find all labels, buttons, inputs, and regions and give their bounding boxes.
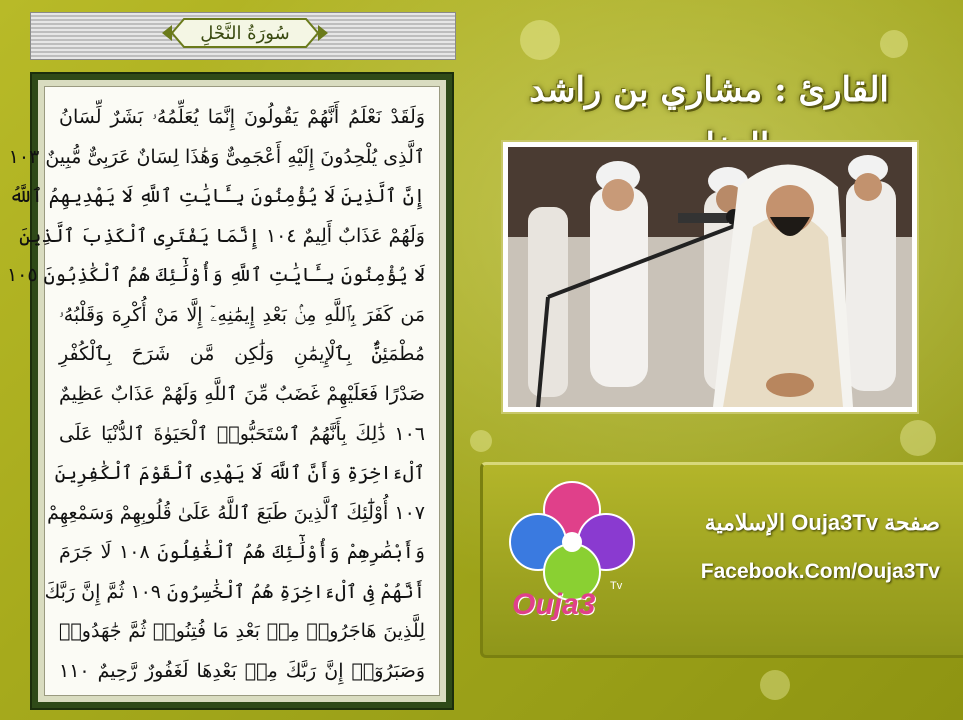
quran-line: وَأَبْصَٰرِهِمْ وَأُوْلَٰٓئِكَ هُمُ ٱلْغَٰفِلُونَ ١٠٨ لَا جَرَمَ — [59, 541, 425, 564]
quran-line: مَن كَفَرَ بِٱللَّهِ مِنۢ بَعْدِ إِيمَٰنِهِۦٓ إِلَّا مَنْ أُكْرِهَ وَقَلْبُهُۥ — [59, 303, 425, 326]
bokeh-light — [900, 420, 936, 456]
quran-line: مُطْمَئِنٌّۢ بِٱلْإِيمَٰنِ وَلَٰكِن مَّن شَرَحَ بِٱلْكُفْرِ — [59, 343, 425, 366]
logo-text: Ouja3 — [512, 588, 596, 621]
quran-line: أَنَّهُمْ فِى ٱلْءَاخِرَةِ هُمُ ٱلْخَٰسِرُونَ ١٠٩ ثُمَّ إِنَّ رَبَّكَ — [44, 580, 425, 603]
reciter-photo — [508, 147, 912, 407]
bokeh-light — [880, 30, 908, 58]
reciter-name: القارئ : مشاري بن راشد — [529, 70, 889, 110]
quran-line: ٱلْءَاخِرَةِ وَأَنَّ ٱللَّهَ لَا يَهْدِى ٱلْقَوْمَ ٱلْكَٰفِرِينَ — [54, 462, 425, 485]
surah-title: سُورَةُ النَّحْلِ — [200, 22, 290, 44]
reciter-photo-frame — [503, 142, 917, 412]
quran-line: ٱلَّذِى يُلْحِدُونَ إِلَيْهِ أَعْجَمِىٌّ وَهَٰذَا لِسَانٌ عَرَبِىٌّ مُّبِينٌ ١٠٣ — [8, 145, 425, 168]
quran-page-frame — [6, 72, 454, 710]
bokeh-light — [520, 20, 560, 60]
quran-line: وَلَهُمْ عَذَابٌ أَلِيمٌ ١٠٤ إِنَّمَا يَفْتَرِى ٱلْكَذِبَ ٱلَّذِينَ — [19, 224, 425, 247]
quran-line: إِنَّ ٱلَّذِينَ لَا يُؤْمِنُونَ بِـَٔايَٰتِ ٱللَّهِ لَا يَهْدِيهِمُ ٱللَّهُ — [9, 185, 425, 208]
quran-line: وَصَبَرُوٓا۟ إِنَّ رَبَّكَ مِنۢ بَعْدِهَا لَغَفُورٌ رَّحِيمٌ ١١٠ — [59, 659, 425, 682]
facebook-link[interactable]: Facebook.Com/Ouja3Tv — [700, 560, 940, 583]
quran-line: ١٠٦ ذَٰلِكَ بِأَنَّهُمُ ٱسْتَحَبُّوا۟ ٱلْحَيَوٰةَ ٱلدُّنْيَا عَلَى — [59, 422, 425, 445]
quran-page-border — [6, 80, 446, 702]
quran-line: لَا يُؤْمِنُونَ بِـَٔايَٰتِ ٱللَّهِ وَأُوْلَٰٓئِكَ هُمُ ٱلْكَٰذِبُونَ ١٠٥ — [6, 264, 425, 287]
bokeh-light — [470, 430, 492, 452]
channel-page-label: صفحة Ouja3Tv الإسلامية — [704, 510, 940, 535]
bokeh-light — [760, 670, 790, 700]
surah-title-badge — [160, 15, 330, 51]
quran-line: وَلَقَدْ نَعْلَمُ أَنَّهُمْ يَقُولُونَ إِنَّمَا يُعَلِّمُهُۥ بَشَرٌ لِّسَانُ — [59, 106, 425, 128]
channel-logo — [510, 476, 634, 626]
quran-page — [6, 86, 440, 696]
quran-line: صَدْرًا فَعَلَيْهِمْ غَضَبٌ مِّنَ ٱللَّهِ وَلَهُمْ عَذَابٌ عَظِيمٌ — [59, 382, 425, 405]
logo-tv-text: Tv — [610, 580, 623, 592]
quran-line: ١٠٧ أُوْلَٰٓئِكَ ٱلَّذِينَ طَبَعَ ٱللَّهُ عَلَىٰ قُلُوبِهِمْ وَسَمْعِهِمْ — [47, 501, 425, 524]
reciter-photo-illustration — [508, 147, 912, 407]
quran-line: لِلَّذِينَ هَاجَرُوا۟ مِنۢ بَعْدِ مَا فُتِنُوا۟ ثُمَّ جَٰهَدُوا۟ — [59, 620, 425, 643]
